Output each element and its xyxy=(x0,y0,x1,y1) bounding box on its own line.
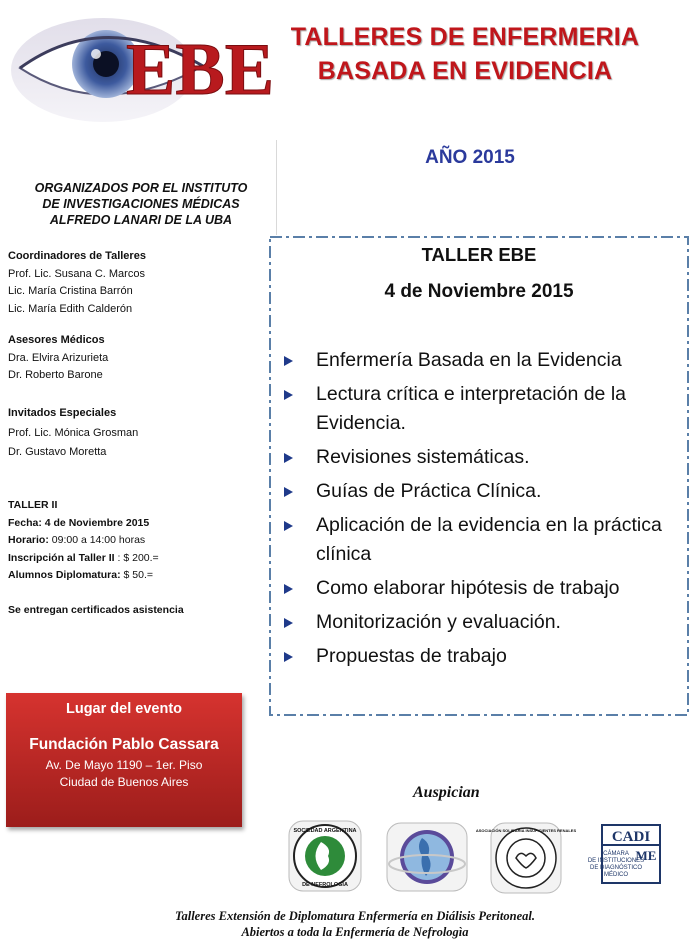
workshop-title: TALLER EBE xyxy=(421,244,537,265)
cadime-caption-3: DE DIAGNÓSTICO xyxy=(589,865,643,871)
guests-heading: Invitados Especiales xyxy=(8,407,117,419)
sponsor-logo-san xyxy=(288,820,362,897)
title-line-1: TALLERES DE ENFERMERIA xyxy=(290,23,640,51)
venue-address: Av. De Mayo 1190 – 1er. Piso xyxy=(45,758,203,772)
year-label: AÑO 2015 xyxy=(425,147,515,168)
certificates-note: Se entregan certificados asistencia xyxy=(8,604,184,616)
venue-box xyxy=(6,693,242,827)
sponsor-asir-text: ASOCIACIÓN SOLIDARIA INSUFICIENTES RENALES xyxy=(475,828,577,833)
topic-item xyxy=(284,346,684,375)
cadime-caption-4: MÉDICO xyxy=(604,872,628,878)
advisor-name: Dra. Elvira Arizurieta xyxy=(8,351,109,364)
venue-heading: Lugar del evento xyxy=(65,701,183,717)
sponsor-san-text-top: SOCIEDAD ARGENTINA xyxy=(293,828,357,834)
taller-info-title: TALLER II xyxy=(8,499,58,511)
topic-item xyxy=(284,477,684,506)
guests-section xyxy=(8,404,138,463)
alumnos-value: $ 50.= xyxy=(120,569,153,581)
organizers-line-3: ALFREDO LANARI DE LA UBA xyxy=(49,213,233,227)
bullet-arrow-icon xyxy=(284,390,293,400)
topic-item xyxy=(284,642,684,671)
workshop-date: 4 de Noviembre 2015 xyxy=(384,281,574,302)
topic-item xyxy=(284,443,684,472)
sponsor-san-text-bottom: DE NEFROLOGIA xyxy=(302,882,348,888)
fecha-value: 4 de Noviembre 2015 xyxy=(41,516,150,529)
advisors-heading: Asesores Médicos xyxy=(8,334,105,346)
taller-info xyxy=(8,497,159,585)
topic-item xyxy=(284,608,684,637)
cadime-mark-top: CADI xyxy=(611,829,651,845)
coordinators-heading: Coordinadores de Talleres xyxy=(8,250,146,262)
horario-value: 09:00 a 14:00 horas xyxy=(48,534,146,546)
cadime-mark-bottom: ME xyxy=(635,848,657,863)
bullet-arrow-icon xyxy=(284,618,293,628)
page-title xyxy=(270,20,660,88)
venue-name: Fundación Pablo Cassara xyxy=(29,736,219,753)
topic-text: Guías de Práctica Clínica. xyxy=(316,480,542,502)
topic-text: Revisiones sistemáticas. xyxy=(316,446,530,468)
coordinators-section xyxy=(8,248,146,318)
alumnos-label: Alumnos Diplomatura: xyxy=(8,569,121,581)
cadime-caption-2: DE INSTITUCIONES xyxy=(587,858,645,864)
fecha-label: Fecha: xyxy=(8,516,42,529)
inscripcion-value: : $ 200.= xyxy=(114,551,159,564)
topic-item xyxy=(284,511,684,569)
coordinator-name: Prof. Lic. Susana C. Marcos xyxy=(8,267,145,280)
sponsor-logo-cadime xyxy=(570,822,666,893)
coordinator-name: Lic. María Cristina Barrón xyxy=(8,285,133,297)
logo-text: EBE xyxy=(126,29,275,111)
advisors-section xyxy=(8,332,108,385)
bullet-arrow-icon xyxy=(284,584,293,594)
organizers-text xyxy=(10,180,272,228)
bullet-arrow-icon xyxy=(284,356,293,366)
advisor-name: Dr. Roberto Barone xyxy=(8,369,103,381)
coordinator-name: Lic. María Edith Calderón xyxy=(8,302,133,315)
horario-label: Horario: xyxy=(8,534,49,546)
topics-list xyxy=(284,346,684,676)
venue-city: Ciudad de Buenos Aires xyxy=(59,775,189,789)
ebe-logo xyxy=(8,4,275,132)
cadime-caption-1: CÁMARA xyxy=(603,851,629,857)
topic-text: Como elaborar hipótesis de trabajo xyxy=(316,577,620,599)
inscripcion-label: Inscripción al Taller II xyxy=(8,551,115,564)
title-line-2: BASADA EN EVIDENCIA xyxy=(317,57,613,85)
topic-text: Aplicación de la evidencia en la práctica clínica xyxy=(316,514,662,565)
organizers-line-2: DE INVESTIGACIONES MÉDICAS xyxy=(42,197,240,211)
bullet-arrow-icon xyxy=(284,652,293,662)
footer-line-2: Abiertos a toda la Enfermería de Nefrologìa xyxy=(241,925,469,939)
footer-line-1: Talleres Extensión de Diplomatura Enfermería en Diálisis Peritoneal. xyxy=(175,909,535,923)
sponsor-logo-asir xyxy=(475,822,577,899)
sponsor-logo-globe xyxy=(386,822,468,897)
sponsors-heading: Auspician xyxy=(413,784,480,801)
organizers-line-1: ORGANIZADOS POR EL INSTITUTO xyxy=(34,181,248,195)
topic-text: Lectura crítica e interpretación de la Evidencia. xyxy=(316,383,627,434)
bullet-arrow-icon xyxy=(284,521,293,531)
footer-note xyxy=(60,908,650,940)
topic-text: Monitorización y evaluación. xyxy=(316,611,561,633)
topic-item xyxy=(284,574,684,603)
guest-name: Dr. Gustavo Moretta xyxy=(8,446,107,458)
guest-name: Prof. Lic. Mónica Grosman xyxy=(8,426,139,439)
bullet-arrow-icon xyxy=(284,487,293,497)
topic-text: Enfermería Basada en la Evidencia xyxy=(316,349,622,371)
divider-line xyxy=(276,140,277,235)
bullet-arrow-icon xyxy=(284,453,293,463)
topic-text: Propuestas de trabajo xyxy=(316,645,507,667)
topic-item xyxy=(284,380,684,438)
